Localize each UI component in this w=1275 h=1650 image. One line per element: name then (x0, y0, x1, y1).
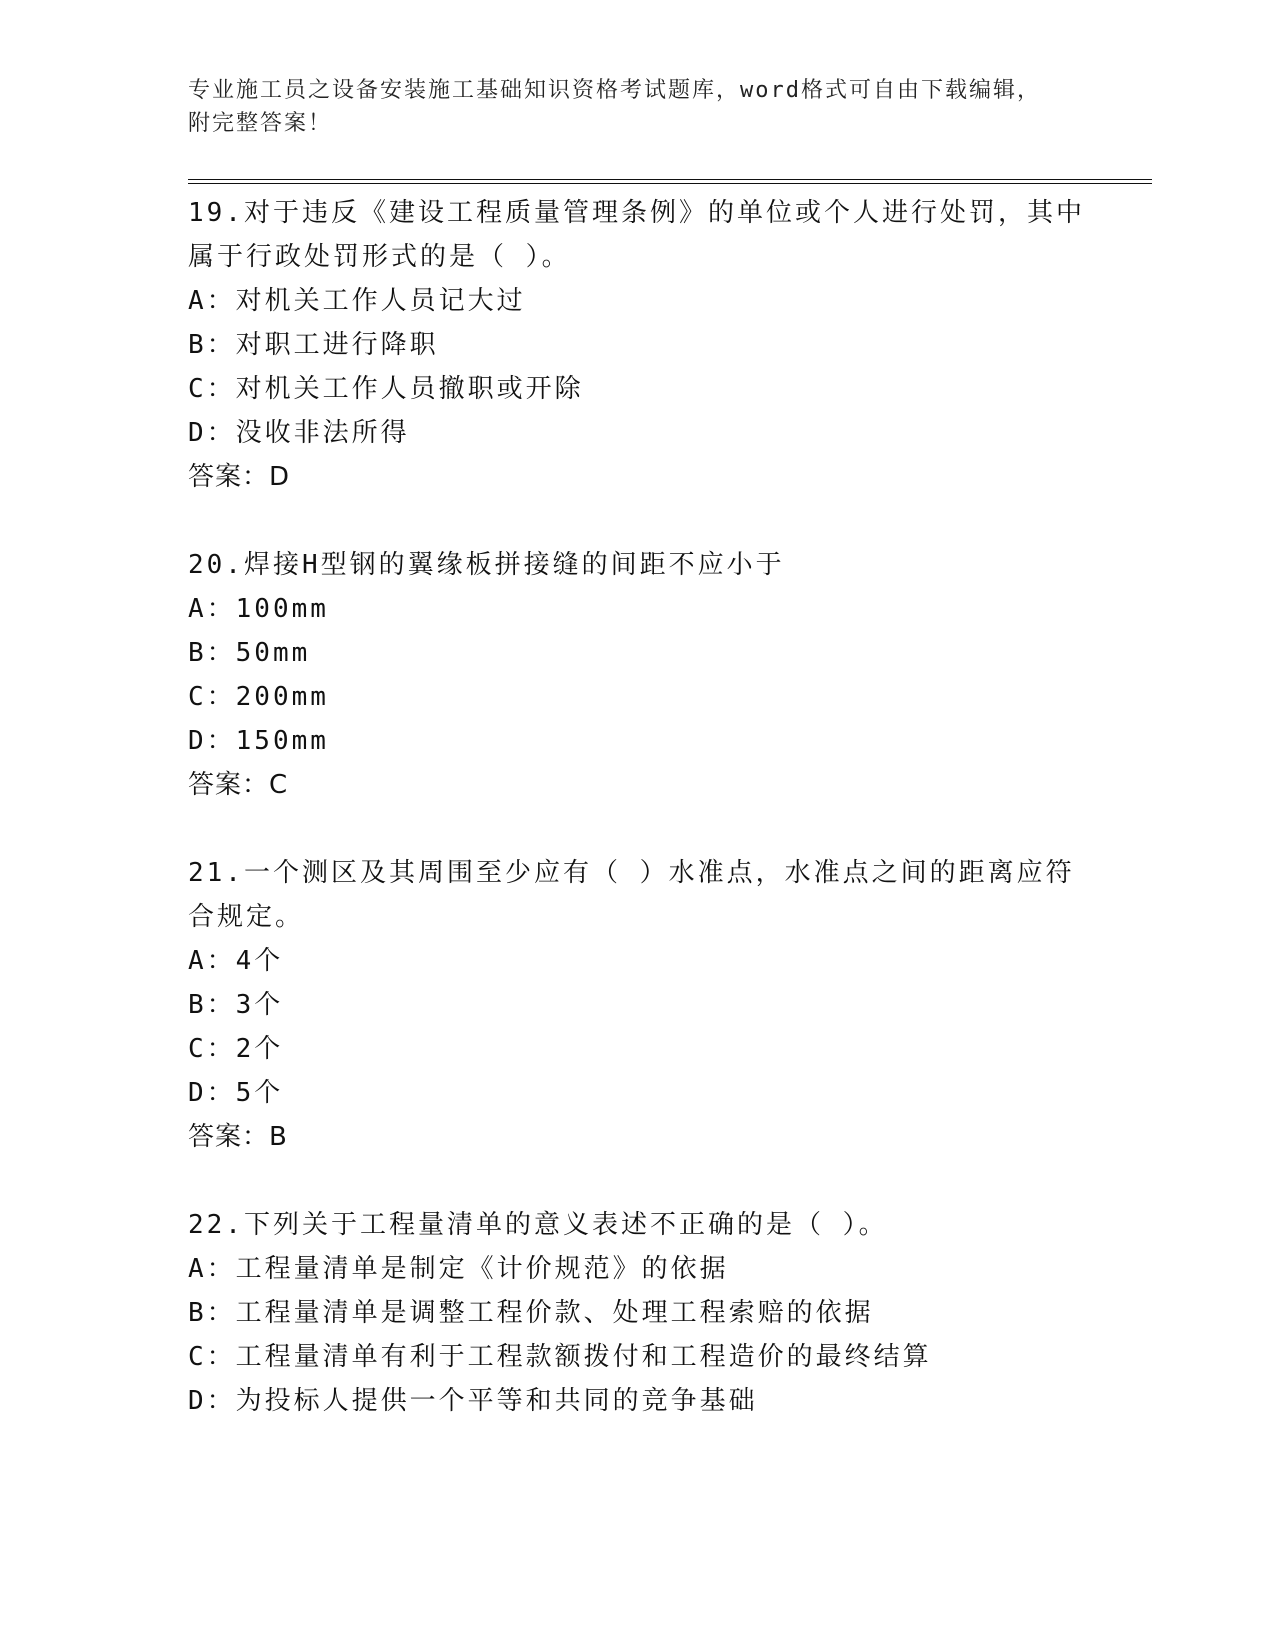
option-b: B：50mm (188, 638, 311, 668)
option-a: A：对机关工作人员记大过 (188, 286, 526, 316)
option-a: A：工程量清单是制定《计价规范》的依据 (188, 1254, 729, 1284)
option-d: D：为投标人提供一个平等和共同的竞争基础 (188, 1386, 758, 1416)
question-stem-line: 20.焊接H型钢的翼缘板拼接缝的间距不应小于 (188, 550, 785, 580)
option-b: B：对职工进行降职 (188, 330, 439, 360)
question-stem-line: 21.一个测区及其周围至少应有（ ）水准点，水准点之间的距离应符 (188, 858, 1075, 888)
answer-line: 答案：D (188, 462, 291, 492)
option-c: C：200mm (188, 682, 329, 712)
document-header (188, 74, 1108, 140)
option-d: D：没收非法所得 (188, 418, 410, 448)
option-b: B：3个 (188, 990, 284, 1020)
option-a: A：100mm (188, 594, 329, 624)
question-stem-line: 合规定。 (188, 902, 305, 932)
answer-line: 答案：B (188, 1122, 288, 1152)
question-stem-line: 19.对于违反《建设工程质量管理条例》的单位或个人进行处罚，其中 (188, 198, 1085, 228)
header-title-line-1: 专业施工员之设备安装施工基础知识资格考试题库，word格式可自由下载编辑， (188, 78, 1041, 103)
option-d: D：150mm (188, 726, 329, 756)
option-c: C：2个 (188, 1034, 284, 1064)
question-stem-line: 属于行政处罚形式的是（ ）。 (188, 242, 571, 272)
header-divider-bottom (188, 183, 1152, 184)
question-stem-line: 22.下列关于工程量清单的意义表述不正确的是（ ）。 (188, 1210, 888, 1240)
option-c: C：对机关工作人员撤职或开除 (188, 374, 584, 404)
option-d: D：5个 (188, 1078, 284, 1108)
answer-line: 答案：C (188, 770, 289, 800)
header-title-line-2: 附完整答案！ (188, 111, 333, 136)
option-a: A：4个 (188, 946, 284, 976)
option-b: B：工程量清单是调整工程价款、处理工程索赔的依据 (188, 1298, 874, 1328)
header-divider-top (188, 179, 1152, 180)
option-c: C：工程量清单有利于工程款额拨付和工程造价的最终结算 (188, 1342, 932, 1372)
